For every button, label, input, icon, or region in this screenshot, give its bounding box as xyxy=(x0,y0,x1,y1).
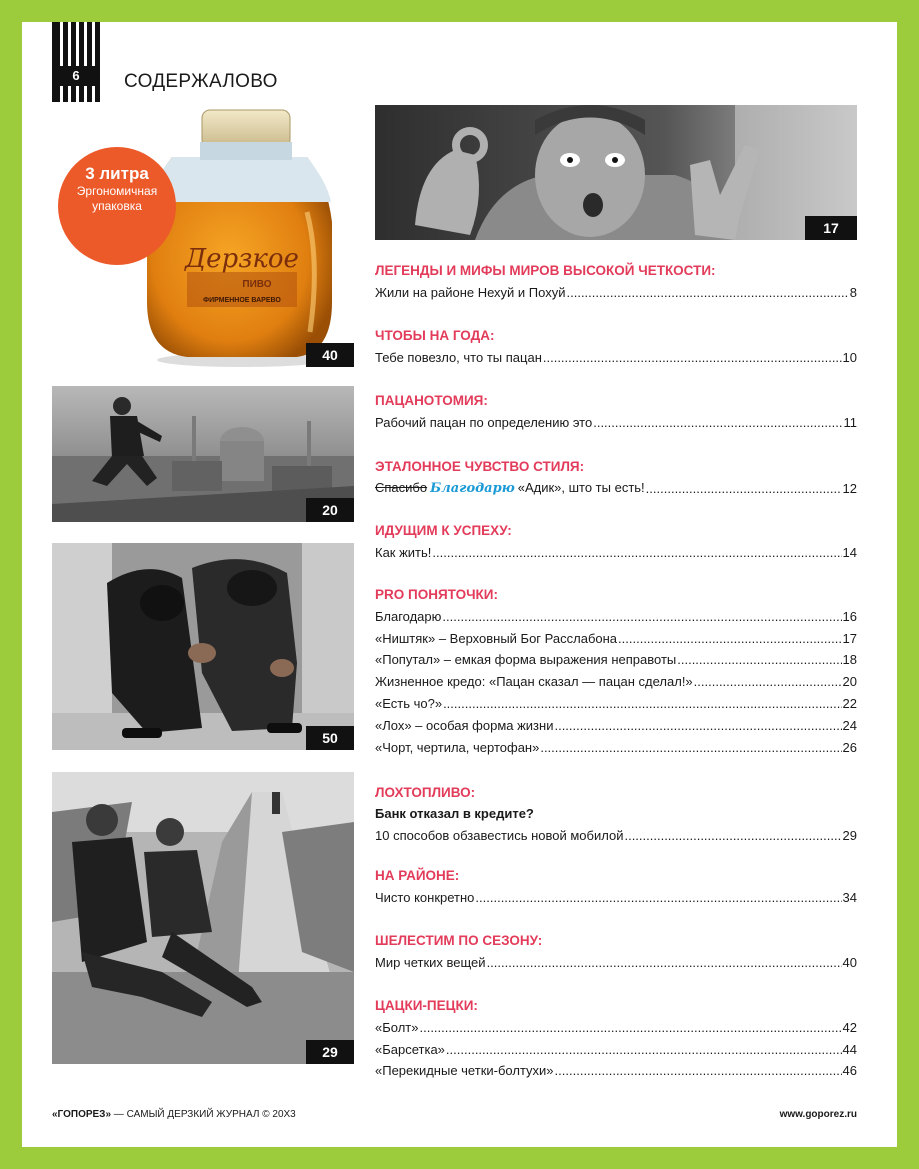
struck-word: Спасибо xyxy=(375,479,428,495)
entry-title: «Есть чо?» xyxy=(375,695,443,711)
section-title: ШЕЛЕСТИМ ПО СЕЗОНУ: xyxy=(375,933,543,948)
entry-page: 12 xyxy=(842,480,857,496)
entry-page: 46 xyxy=(842,1063,857,1079)
entry-page: 20 xyxy=(842,674,857,690)
toc-entry[interactable] xyxy=(375,647,857,669)
entry-title: 10 способов обзавестись новой мобилой xyxy=(375,827,624,843)
section-title: ЛЕГЕНДЫ И МИФЫ МИРОВ ВЫСОКОЙ ЧЕТКОСТИ: xyxy=(375,263,716,278)
entry-page: 22 xyxy=(842,695,857,711)
toc-entry[interactable] xyxy=(375,475,857,497)
toc-entry[interactable] xyxy=(375,1058,857,1080)
toc-section xyxy=(375,932,857,971)
page-number: 6 xyxy=(52,66,100,86)
section-title: ПАЦАНОТОМИЯ: xyxy=(375,393,488,408)
section-title: ЦАЦКИ-ПЕЦКИ: xyxy=(375,998,478,1013)
entry-title: Чисто конкретно xyxy=(375,889,475,905)
entry-page: 24 xyxy=(842,717,857,733)
entry-page: 8 xyxy=(849,284,857,300)
toc-entry[interactable] xyxy=(375,734,857,756)
entry-page: 42 xyxy=(842,1019,857,1035)
entry-title: Тебе повезло, что ты пацан xyxy=(375,349,542,365)
entry-page: 16 xyxy=(842,608,857,624)
promo-circle xyxy=(58,147,176,265)
sitting-men-photo xyxy=(52,543,354,750)
entry-title: Рабочий пацан по определению это xyxy=(375,414,593,430)
section-title: НА РАЙОНЕ: xyxy=(375,868,460,883)
toc-entry[interactable] xyxy=(375,949,857,971)
entry-page: 26 xyxy=(842,739,857,755)
toc-entry[interactable] xyxy=(375,822,857,844)
steps-photo xyxy=(52,772,354,1064)
entry-title-rest: «Адик», што ты есть! xyxy=(517,479,645,495)
toc-entry[interactable] xyxy=(375,668,857,690)
entry-title: «Лох» – особая форма жизни xyxy=(375,717,554,733)
toc-section xyxy=(375,392,857,431)
entry-page: 29 xyxy=(842,827,857,843)
page-badge: 20 xyxy=(306,498,354,522)
page-badge: 17 xyxy=(805,216,857,240)
promo-line2: упаковка xyxy=(92,199,142,213)
toc-section xyxy=(375,784,857,844)
entry-title: «Чорт, чертила, чертофан» xyxy=(375,739,540,755)
toc-entry[interactable] xyxy=(375,539,857,561)
entry-page: 18 xyxy=(842,652,857,668)
entry-page: 40 xyxy=(842,954,857,970)
entry-title: «Ништяк» – Верховный Бог Расслабона xyxy=(375,630,618,646)
entry-title: Жизненное кредо: «Пацан сказал — пацан сделал!» xyxy=(375,674,693,690)
entry-title: Жили на районе Нехуй и Похуй xyxy=(375,284,566,300)
handwritten-word: Благодарю xyxy=(430,480,515,496)
promo-line1: Эргономичная xyxy=(76,184,158,198)
toc-entry[interactable] xyxy=(375,1014,857,1036)
jar-sublabel: ПИВО xyxy=(242,279,272,290)
entry-title: «Перекидные четки-болтухи» xyxy=(375,1063,554,1079)
toc-section xyxy=(375,997,857,1079)
entry-title: «Болт» xyxy=(375,1019,419,1035)
entry-page: 44 xyxy=(842,1041,857,1057)
entry-page: 14 xyxy=(842,544,857,560)
entry-title xyxy=(375,479,645,497)
footer-brand: «ГОПОРЕЗ» xyxy=(52,1109,112,1120)
footer-url[interactable]: www.goporez.ru xyxy=(779,1109,857,1120)
toc-entry[interactable] xyxy=(375,344,857,366)
entry-title: Как жить! xyxy=(375,544,432,560)
section-title: ИДУЩИМ К УСПЕХУ: xyxy=(375,523,512,538)
page-title: СОДЕРЖАЛОВО xyxy=(124,71,278,92)
page-number-block xyxy=(52,22,100,112)
toc-entry[interactable] xyxy=(375,1036,857,1058)
toc-section xyxy=(375,522,857,561)
entry-title: Мир четких вещей xyxy=(375,954,486,970)
page-badge: 29 xyxy=(306,1040,354,1064)
footer-tagline xyxy=(52,1109,296,1120)
jar-ribbon: ФИРМЕННОЕ ВАРЕВО xyxy=(203,297,281,304)
entry-page: 11 xyxy=(843,414,857,430)
page-badge: 50 xyxy=(306,726,354,750)
page-badge: 40 xyxy=(306,343,354,367)
excited-man-photo xyxy=(375,105,857,240)
promo-title: 3 литра xyxy=(85,164,149,183)
toc-entry[interactable] xyxy=(375,603,857,625)
section-title: ЧТОБЫ НА ГОДА: xyxy=(375,328,495,343)
section-title: ЛОХТОПЛИВО: xyxy=(375,785,476,800)
entry-title: «Барсетка» xyxy=(375,1041,445,1057)
entry-title: Благодарю xyxy=(375,608,442,624)
section-title: ЭТАЛОННОЕ ЧУВСТВО СТИЛЯ: xyxy=(375,459,585,474)
toc-section xyxy=(375,262,857,301)
entry-page: 17 xyxy=(842,630,857,646)
footer-text: — САМЫЙ ДЕРЗКИЙ ЖУРНАЛ © 20Х3 xyxy=(111,1109,296,1120)
entry-page: 10 xyxy=(842,349,857,365)
magazine-page xyxy=(22,22,897,1147)
jar-label: Дерзкое xyxy=(185,244,299,274)
toc-section xyxy=(375,586,857,756)
toc-entry[interactable] xyxy=(375,279,857,301)
toc-section xyxy=(375,458,857,497)
section-subtitle: Банк отказал в кредите? xyxy=(375,806,534,821)
section-title: PRO ПОНЯТОЧКИ: xyxy=(375,587,498,602)
toc-entry[interactable] xyxy=(375,712,857,734)
toc-entry[interactable] xyxy=(375,409,857,431)
toc-entry[interactable] xyxy=(375,625,857,647)
toc-entry[interactable] xyxy=(375,884,857,906)
rooftop-photo xyxy=(52,386,354,522)
toc-section xyxy=(375,867,857,906)
toc-entry[interactable] xyxy=(375,690,857,712)
entry-page: 34 xyxy=(842,889,857,905)
toc-section xyxy=(375,327,857,366)
entry-title: «Попутал» – емкая форма выражения неправоты xyxy=(375,652,677,668)
